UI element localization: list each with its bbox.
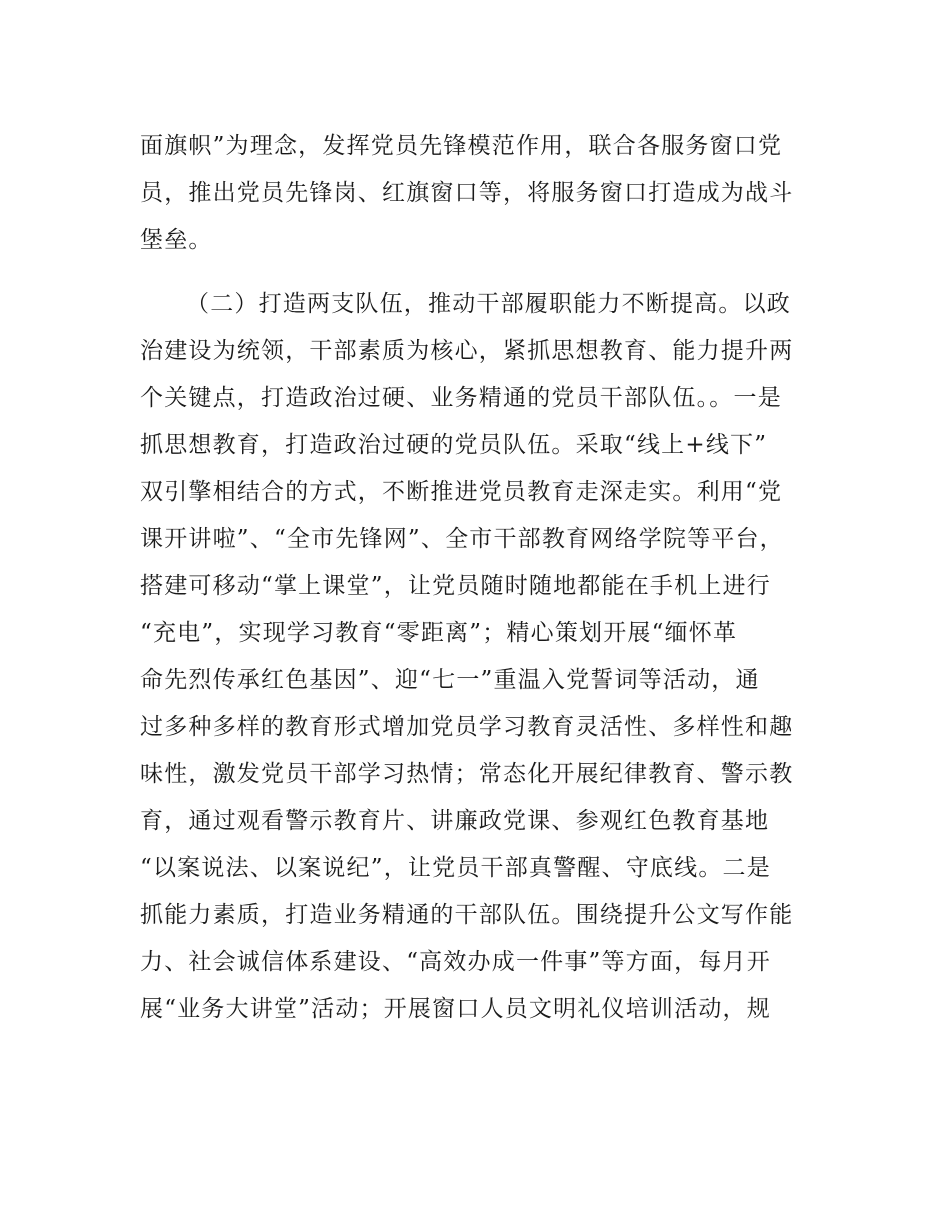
text-line: 员，推出党员先锋岗、红旗窗口等，将服务窗口打造成为战斗 (140, 180, 794, 206)
paragraph-gap (140, 264, 840, 281)
text-line: 搭建可移动“掌上课堂”，让党员随时随地都能在手机上进行 (140, 573, 771, 599)
text-line: 堡垒。 (140, 227, 213, 253)
document-body (140, 123, 840, 1033)
section-heading-line: （二）打造两支队伍，推动干部履职能力不断提高。以政 (186, 291, 791, 317)
text-line: 命先烈传承红色基因”、迎“七一”重温入党誓词等活动，通 (140, 667, 760, 693)
text-line: 过多种多样的教育形式增加党员学习教育灵活性、多样性和趣 (140, 714, 794, 740)
text-line: 力、社会诚信体系建设、“高效办成一件事”等方面，每月开 (140, 949, 771, 975)
text-line: “以案说法、以案说纪”，让党员干部真警醒、守底线。二是 (140, 855, 771, 881)
text-line: “充电”，实现学习教育“零距离”；精心策划开展“缅怀革 (140, 620, 738, 646)
text-line: 双引擎相结合的方式，不断推进党员教育走深走实。利用“党 (140, 479, 783, 505)
text-line: 抓能力素质，打造业务精通的干部队伍。围绕提升公文写作能 (140, 902, 794, 928)
text-line: 育，通过观看警示教育片、讲廉政党课、参观红色教育基地 (140, 808, 770, 834)
text-line: 治建设为统领，干部素质为核心，紧抓思想教育、能力提升两 (140, 338, 794, 364)
text-line: 个关键点，打造政治过硬、业务精通的党员干部队伍。。一是 (140, 385, 782, 411)
text-line: 面旗帜”为理念，发挥党员先锋模范作用，联合各服务窗口党 (140, 133, 783, 159)
text-line: 课开讲啦”、“全市先锋网”、全市干部教育网络学院等平台， (140, 526, 784, 552)
text-line: 味性，激发党员干部学习热情；常态化开展纪律教育、警示教 (140, 761, 794, 787)
text-line: 抓思想教育，打造政治过硬的党员队伍。采取“线上+线下” (140, 432, 768, 458)
paragraph-2 (140, 281, 840, 1033)
text-line: 展“业务大讲堂”活动；开展窗口人员文明礼仪培训活动，规 (140, 996, 771, 1022)
paragraph-1 (140, 123, 840, 264)
